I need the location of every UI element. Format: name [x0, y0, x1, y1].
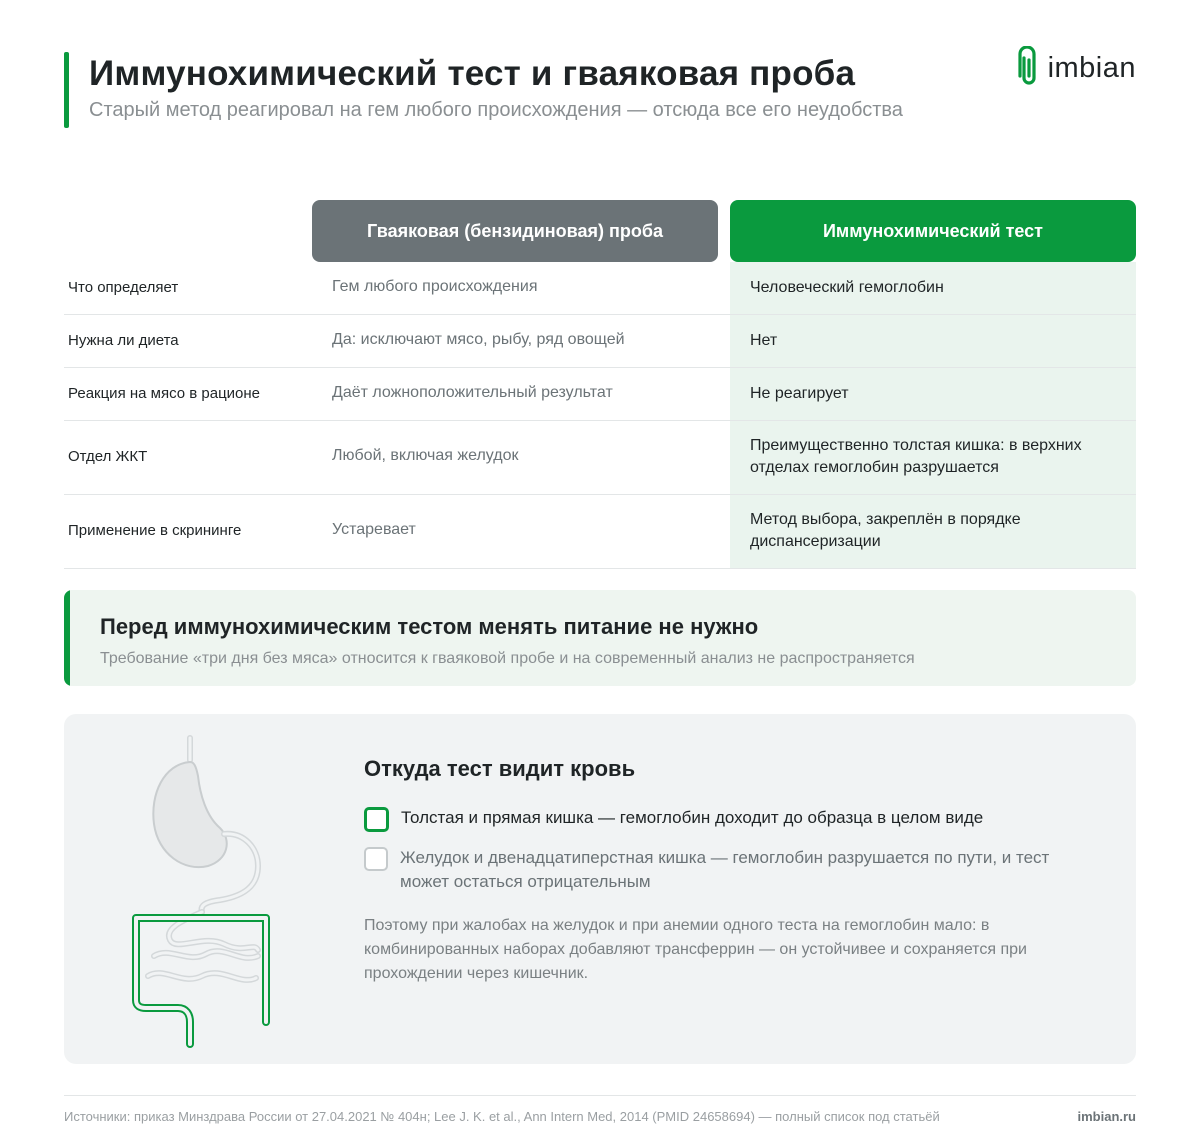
footer-sources: Источники: приказ Минздрава России от 27.04.2021 № 404н; Lee J. K. et al., Ann Intern Med, 2014 (PMID 24658694) — полный список под статьёй — [64, 1109, 940, 1124]
header-accent-bar — [64, 52, 69, 128]
guaiac-value: Устаревает — [332, 521, 416, 538]
paperclip-logo-icon — [1018, 46, 1040, 90]
footer-site-link[interactable]: imbian.ru — [1077, 1109, 1136, 1124]
brand-name: imbian — [1047, 51, 1136, 84]
guaiac-value: Любой, включая желудок — [332, 447, 519, 464]
blood-source-panel — [64, 714, 1136, 1064]
row-label: Нужна ли диета — [68, 332, 179, 349]
check-item-stomach — [364, 846, 1100, 894]
page-header — [64, 52, 1136, 128]
check-item-colon — [364, 806, 983, 832]
immuno-value: Человеческий гемоглобин — [750, 279, 944, 296]
column-header-immuno: Иммунохимический тест — [730, 200, 1136, 262]
brand-logo — [1018, 46, 1136, 90]
table-row — [64, 315, 1136, 368]
guaiac-value: Да: исключают мясо, рыбу, ряд овощей — [332, 331, 625, 348]
row-label: Отдел ЖКТ — [68, 448, 148, 465]
page-subtitle: Старый метод реагировал на гем любого происхождения — отсюда все его неудобства — [89, 99, 903, 121]
immuno-value: Не реагирует — [750, 385, 849, 402]
blood-explanation: Поэтому при жалобах на желудок и при анемии одного теста на гемоглобин мало: в комбинированных наборах добавляют трансферрин — он устойчивее и сохраняется при прохождении через кишечник. — [364, 917, 1027, 982]
table-row — [64, 495, 1136, 569]
table-row — [64, 421, 1136, 495]
unchecked-box-icon — [364, 847, 388, 871]
checked-box-icon — [364, 807, 389, 832]
immuno-value: Метод выбора, закреплён в порядке диспансеризации — [750, 511, 1021, 550]
immuno-value: Нет — [750, 332, 778, 349]
table-row — [64, 262, 1136, 315]
immuno-value: Преимущественно толстая кишка: в верхних отделах гемоглобин разрушается — [750, 437, 1082, 476]
check-item-label: Желудок и двенадцатиперстная кишка — гемоглобин разрушается по пути, и тест может остаться отрицательным — [400, 848, 1050, 891]
column-header-guaiac: Гваяковая (бензидиновая) проба — [312, 200, 718, 262]
guaiac-value: Гем любого происхождения — [332, 278, 538, 295]
diet-note-callout — [64, 590, 1136, 686]
table-row — [64, 368, 1136, 421]
table-body — [64, 262, 1136, 569]
check-item-label: Толстая и прямая кишка — гемоглобин доходит до образца в целом виде — [401, 808, 984, 827]
note-accent-bar — [64, 590, 70, 686]
digestive-tract-icon — [124, 724, 284, 1054]
note-title: Перед иммунохимическим тестом менять питание не нужно — [100, 614, 759, 639]
footer-divider — [64, 1095, 1136, 1096]
row-label: Реакция на мясо в рационе — [68, 385, 261, 402]
blood-section-title: Откуда тест видит кровь — [364, 756, 636, 781]
row-label: Применение в скрининге — [68, 522, 242, 539]
note-text: Требование «три дня без мяса» относится к гваяковой пробе и на современный анализ не распространяется — [100, 650, 915, 667]
guaiac-value: Даёт ложноположительный результат — [332, 384, 613, 401]
page-title: Иммунохимический тест и гваяковая проба — [89, 54, 856, 93]
row-label: Что определяет — [68, 279, 179, 296]
